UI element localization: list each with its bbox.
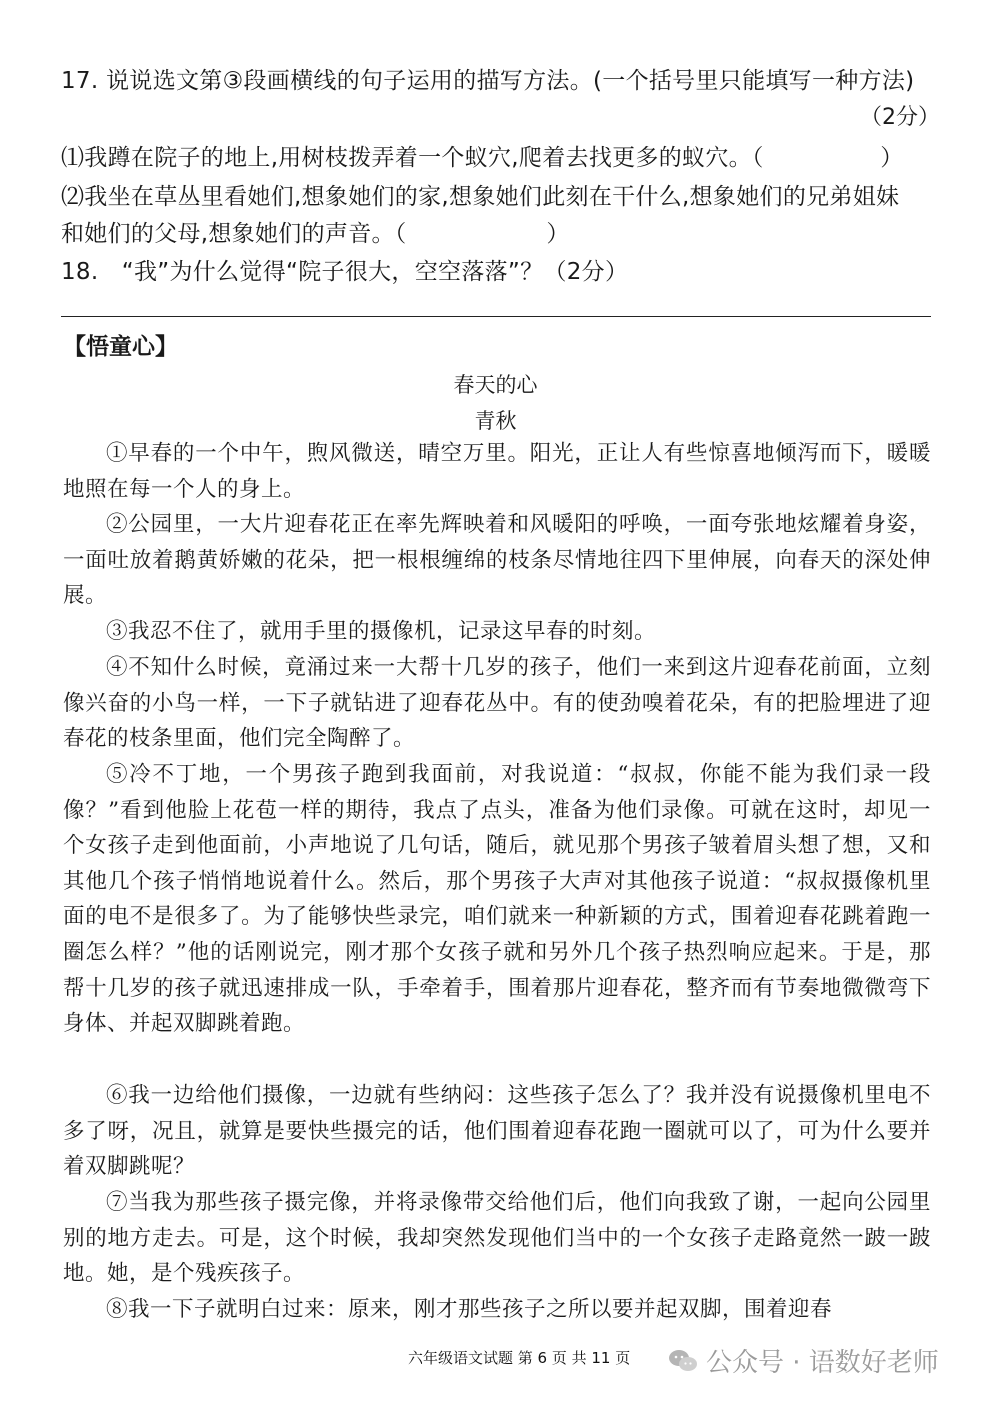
question-17-item-1: ⑴我蹲在院子的地上,用树枝拨弄着一个蚁穴,爬着去找更多的蚁穴。（ ） bbox=[61, 145, 904, 171]
question-18-stem: 18. “我”为什么觉得“院子很大，空空落落”？（2分） bbox=[61, 259, 629, 285]
article-paragraph-8: ⑧我一下子就明白过来：原来，刚才那些孩子之所以要并起双脚，围着迎春 bbox=[106, 1297, 833, 1322]
question-17-item-2-line-1: ⑵我坐在草丛里看她们,想象她们的家,想象她们此刻在干什么,想象她们的兄弟姐妹 bbox=[61, 184, 900, 210]
question-17-item-2-line-2: 和她们的父母,想象她们的声音。（ ） bbox=[61, 221, 570, 247]
wechat-icon bbox=[668, 1348, 698, 1374]
article-paragraph-1: ①早春的一个中午，煦风微送，晴空万里。阳光，正让人有些惊喜地倾泻而下，暖暖地照在每一个人的身上。 bbox=[63, 441, 931, 502]
article-paragraph-4: ④不知什么时候，竟涌过来一大帮十几岁的孩子，他们一来到这片迎春花前面，立刻像兴奋的小鸟一样，一下子就钻进了迎春花丛中。有的使劲嗅着花朵，有的把脸埋进了迎春花的枝条里面，他们完全陶醉了。 bbox=[63, 655, 931, 752]
article-paragraph-6: ⑥我一边给他们摄像，一边就有些纳闷：这些孩子怎么了？我并没有说摄像机里电不多了呀，况且，就算是要快些摄完的话，他们围着迎春花跑一圈就可以了，可为什么要并着双脚跳呢？ bbox=[63, 1083, 931, 1180]
page-footer: 六年级语文试题 第 6 页 共 11 页 bbox=[408, 1349, 631, 1367]
article-paragraph-3: ③我忍不住了，就用手里的摄像机，记录这早春的时刻。 bbox=[106, 619, 657, 644]
section-divider bbox=[61, 316, 931, 317]
watermark bbox=[668, 1342, 939, 1379]
article-title: 春天的心 bbox=[453, 373, 538, 397]
section-title: 【悟童心】 bbox=[63, 334, 178, 360]
question-17-stem: 17. 说说选文第③段画横线的句子运用的描写方法。(一个括号里只能填写一种方法) bbox=[61, 68, 915, 94]
article-paragraph-7: ⑦当我为那些孩子摄完像，并将录像带交给他们后，他们向我致了谢，一起向公园里别的地方走去。可是，这个时候，我却突然发现他们当中的一个女孩子走路竟然一跛一跛地。她，是个残疾孩子。 bbox=[63, 1190, 931, 1287]
article-author: 青秋 bbox=[474, 409, 517, 433]
article-paragraph-2: ②公园里，一大片迎春花正在率先辉映着和风暖阳的呼唤，一面夸张地炫耀着身姿，一面吐放着鹅黄娇嫩的花朵，把一根根缠绵的枝条尽情地往四下里伸展，向春天的深处伸展。 bbox=[63, 512, 931, 609]
watermark-text: 公众号 · 语数好老师 bbox=[706, 1348, 939, 1378]
question-17-score: （2分） bbox=[860, 105, 940, 130]
article-paragraph-5: ⑤冷不丁地，一个男孩子跑到我面前，对我说道：“叔叔，你能不能为我们录一段像？”看到他脸上花苞一样的期待，我点了点头，准备为他们录像。可就在这时，却见一个女孩子走到他面前，小声地说了几句话，随后，就见那个男孩子皱着眉头想了想，又和其他几个孩子悄悄地说着什么。然后，那个男孩子大声对其他孩子说道：“叔叔摄像机里面的电不是很多了。为了能够快些录完，咱们就来一种新颖的方式，围着迎春花跳着跑一圈怎么样？”他的话刚说完，刚才那个女孩子就和另外几个孩子热烈响应起来。于是，那帮十几岁的孩子就迅速排成一队，手牵着手，围着那片迎春花，整齐而有节奏地微微弯下身体、并起双脚跳着跑。 bbox=[63, 762, 931, 1037]
